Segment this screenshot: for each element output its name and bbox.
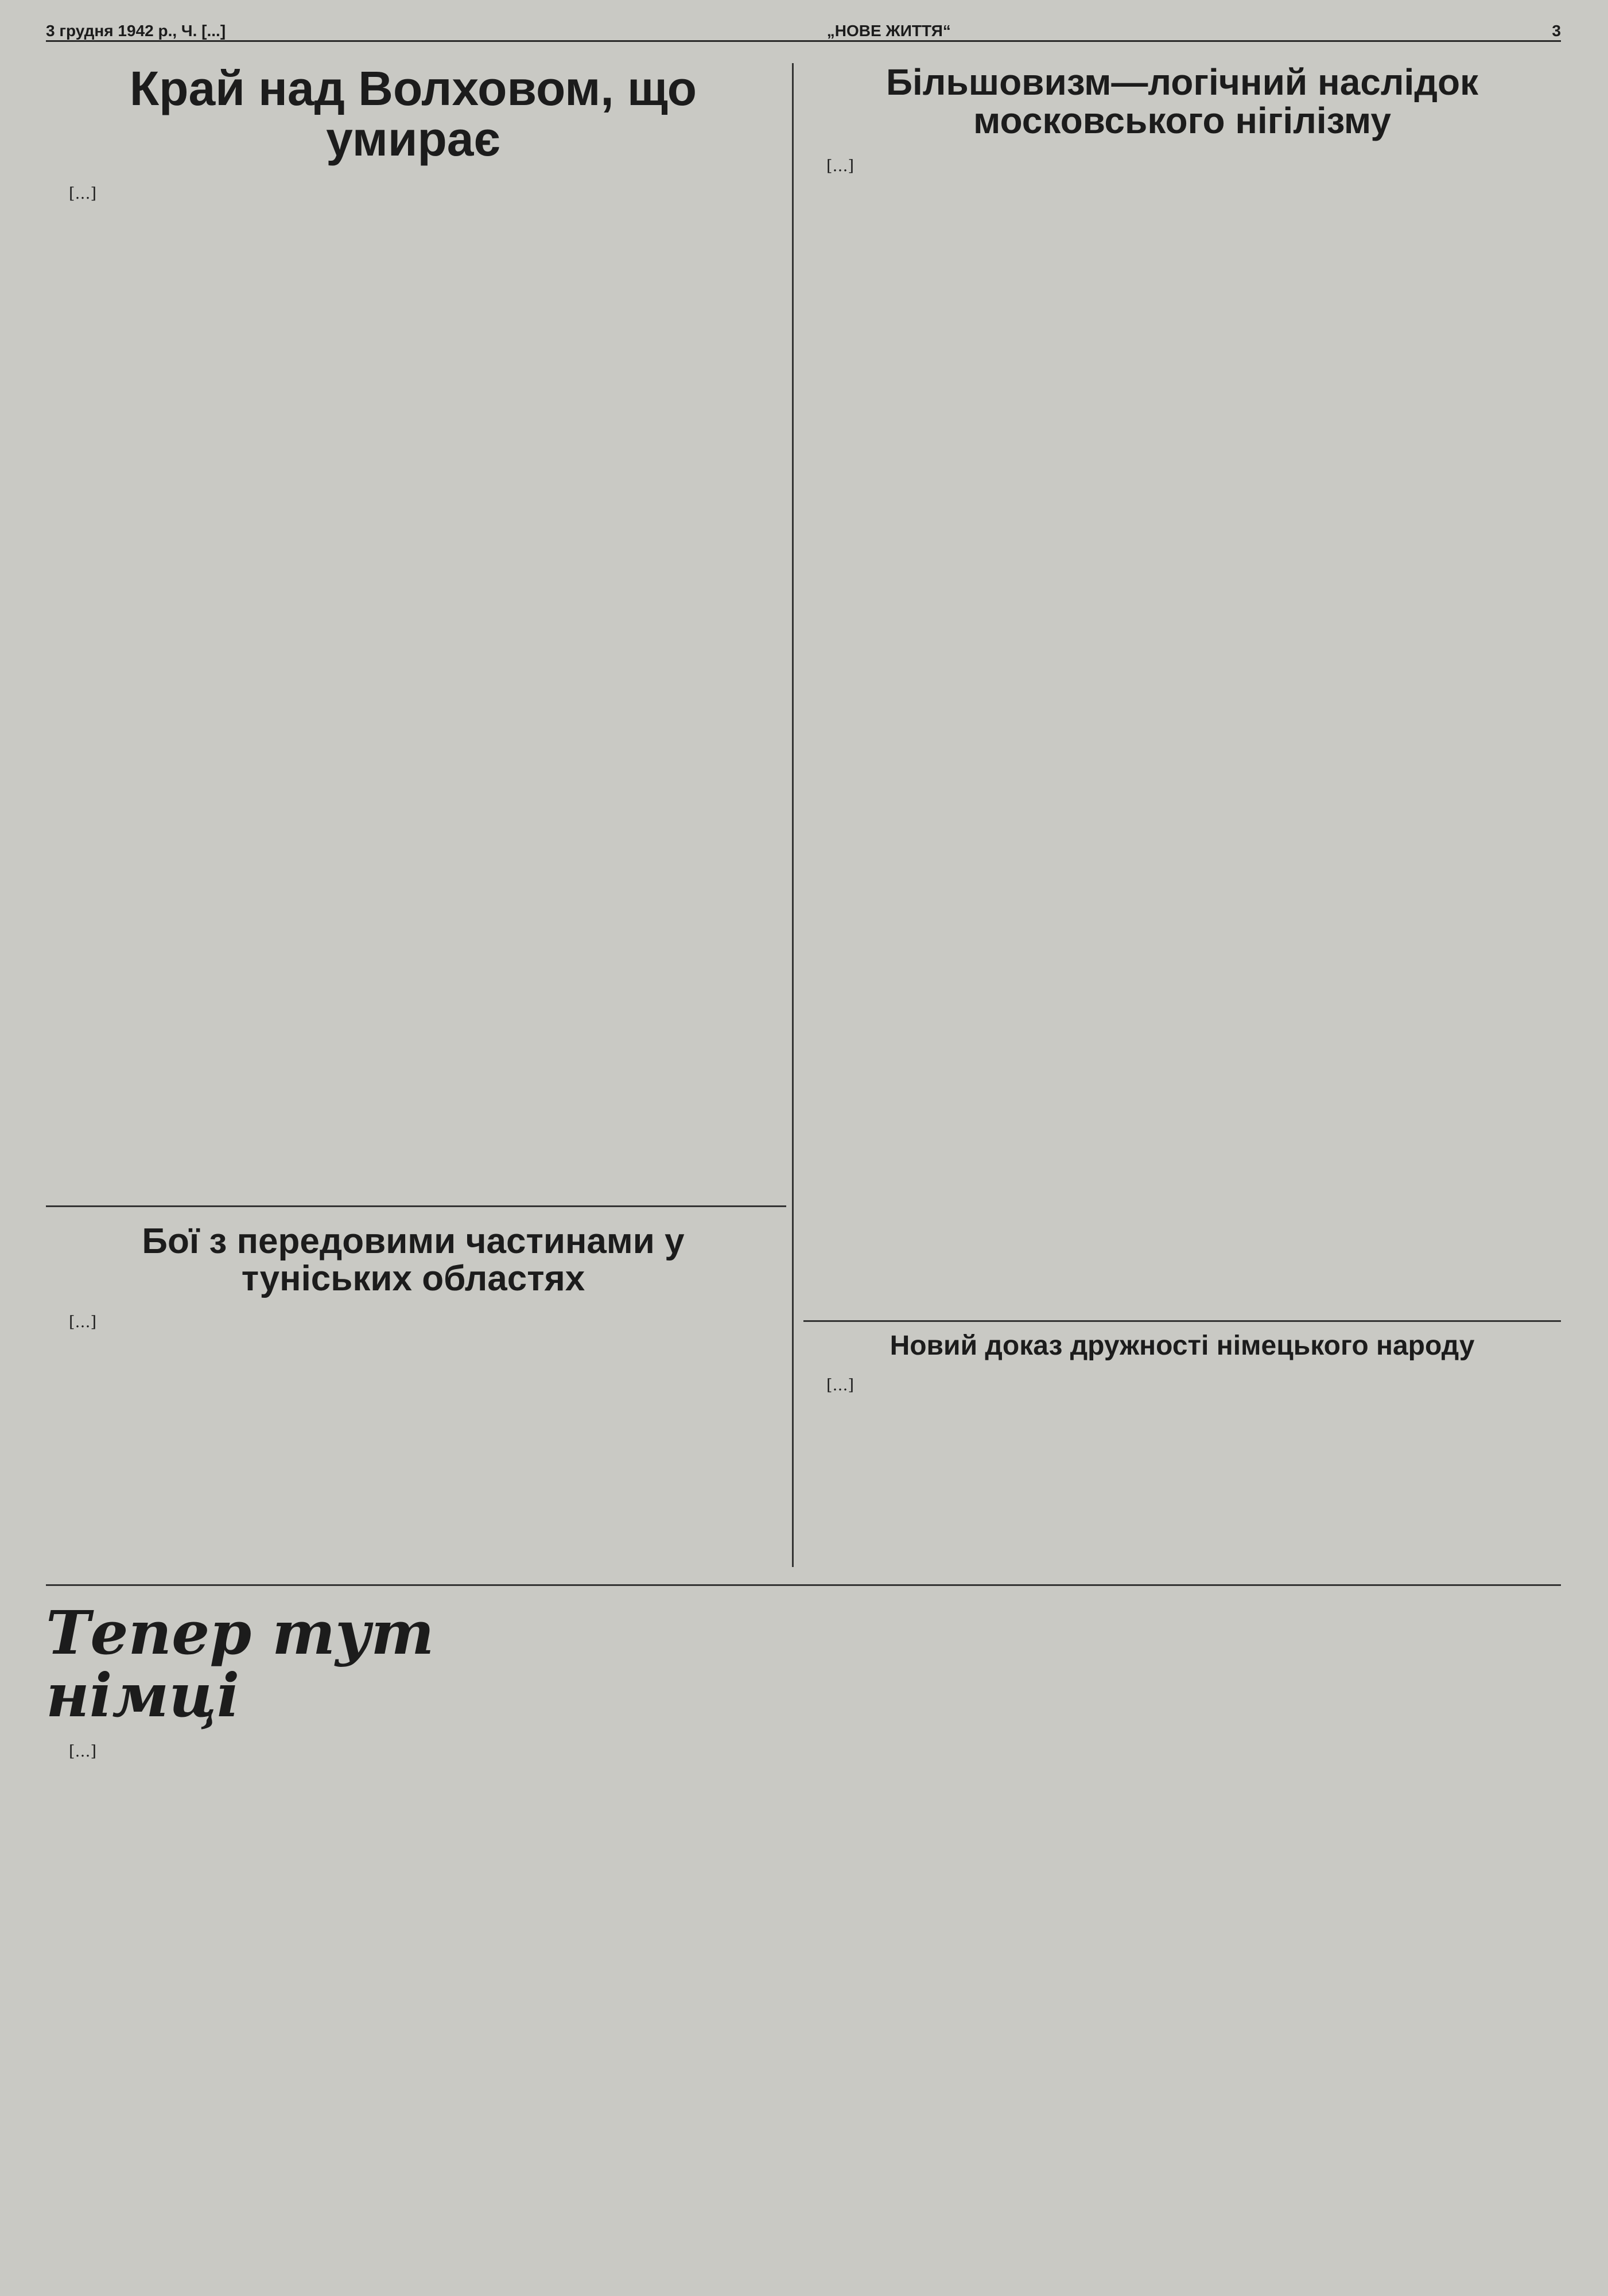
column: [46, 184, 780, 204]
column: [803, 156, 1561, 177]
article-body: […]: [69, 1313, 97, 1332]
column-divider: [792, 63, 794, 1567]
article-body: […]: [826, 1376, 855, 1395]
page-header: [46, 6, 1561, 42]
section-divider: [46, 1584, 1561, 1586]
column: [46, 1312, 780, 1333]
article-germans: [46, 1597, 1561, 2279]
page-number: 3: [1552, 22, 1561, 40]
article-volkhov: [46, 63, 780, 1188]
article-body: […]: [69, 1743, 97, 1761]
article-title: Тепер тут німці: [46, 1597, 434, 1731]
section-divider: [46, 1205, 786, 1207]
article-body: […]: [69, 185, 97, 203]
article-body: […]: [826, 157, 855, 176]
column: [803, 1375, 1561, 1396]
article-tunisia: [46, 1223, 780, 1567]
article-title: Більшовизм—логічний наслідок московського нігілізму: [885, 61, 1479, 142]
article-bolshevism: [803, 63, 1561, 1349]
newspaper-name: „НОВЕ ЖИТТЯ“: [826, 22, 951, 40]
date-issue: 3 грудня 1942 р., Ч. [...]: [46, 22, 226, 40]
article-friendship: [803, 1332, 1561, 1573]
article-title: Край над Волховом, що умирає: [129, 61, 697, 166]
column: [46, 1742, 1561, 1762]
article-title: Бої з передовими частинами у туніських областях: [142, 1221, 685, 1299]
article-title: Новий доказ дружності німецького народу: [890, 1331, 1475, 1361]
section-divider: [803, 1320, 1561, 1322]
